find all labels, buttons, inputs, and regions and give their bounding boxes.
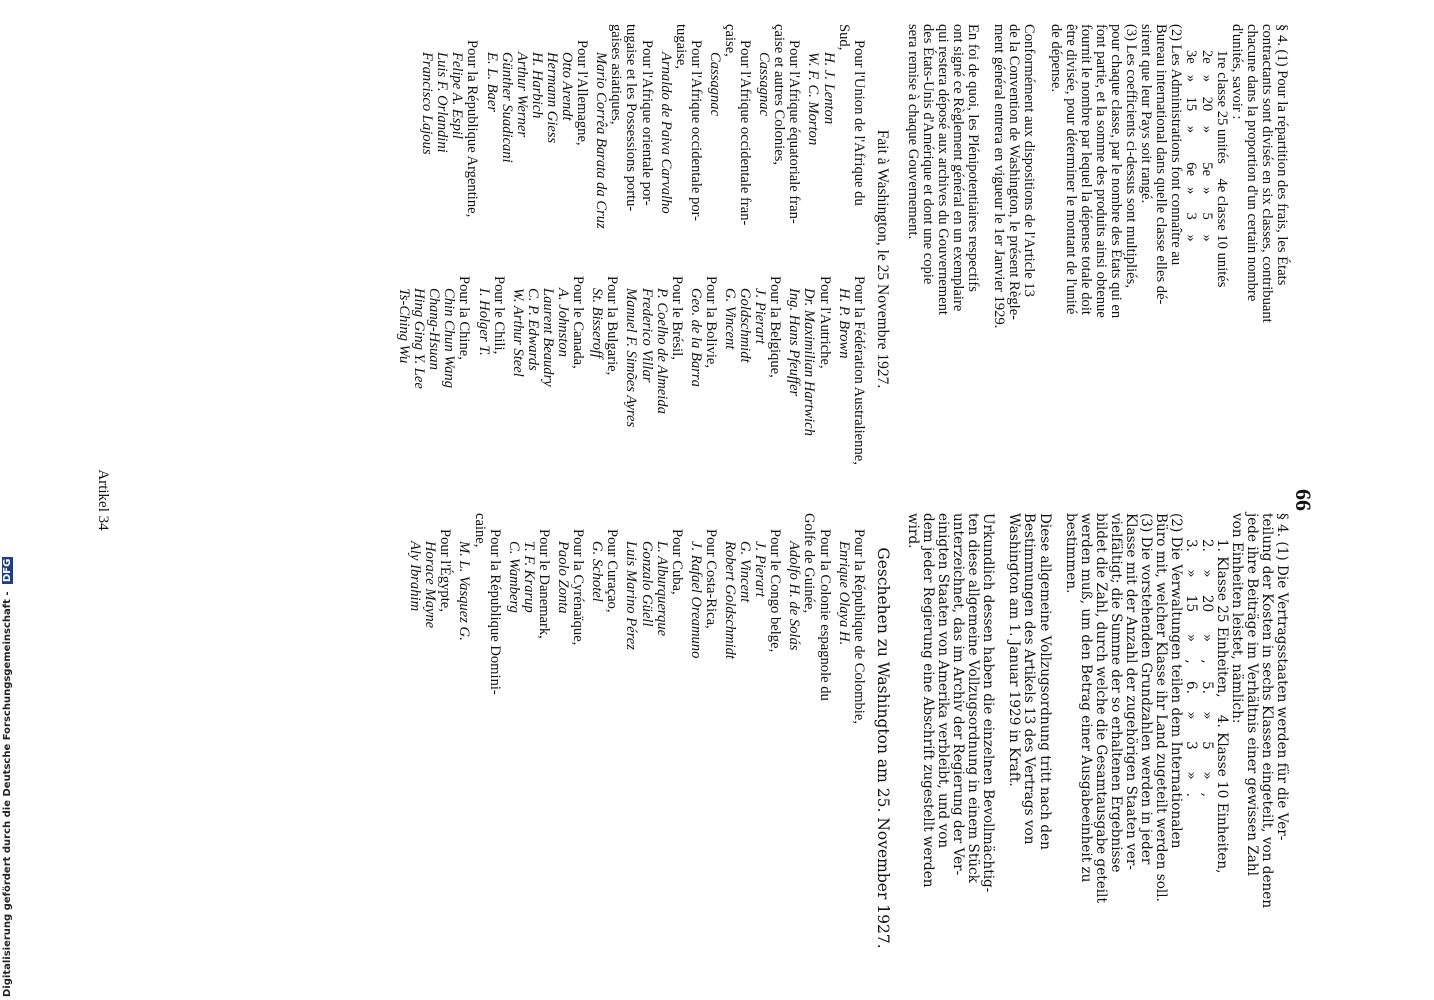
signatory-name: W. Arthur Steel bbox=[509, 288, 526, 377]
text-line: Klasse mit der Anzahl der zugehörigen Staaten ver- bbox=[1123, 513, 1140, 870]
signatory-country: Pour la Cyrénaïque, bbox=[570, 529, 587, 646]
french-entry-into-force bbox=[991, 24, 1036, 494]
signatory-block bbox=[836, 513, 866, 751]
signatory-name: C. Wamberg bbox=[505, 541, 522, 613]
text-line: teilung der Kosten in sechs Klassen eingeteilt, von denen bbox=[1258, 513, 1275, 909]
text-line: Washington am 1. Januar 1929 in Kraft. bbox=[1006, 513, 1023, 787]
signatory-block bbox=[593, 24, 653, 262]
signatory-name: G. Vincent bbox=[737, 541, 754, 603]
text-line: En foi de quoi, les Plénipotentiaires respectifs bbox=[965, 24, 982, 292]
signatory-country: Pour la Chine, bbox=[456, 276, 473, 360]
signatory-country: Pour la République Domini- bbox=[486, 529, 503, 695]
signatory-block bbox=[688, 260, 718, 498]
dfg-logo: DFG bbox=[2, 558, 13, 582]
signatory-country: caine, bbox=[471, 513, 488, 548]
text-line: vielfältigt; die Summe der so erhaltenen Ergebnisse bbox=[1107, 513, 1124, 873]
text-line: (2) Die Verwaltungen teilen dem Internationalen bbox=[1168, 513, 1185, 849]
signatory-country: gaises asiatiques, bbox=[608, 24, 625, 125]
signatory-block bbox=[396, 260, 471, 498]
signatory-name: L. Alburquerque bbox=[653, 541, 670, 637]
signatory-country: Pour le Canada, bbox=[570, 276, 587, 369]
signatory-block bbox=[419, 24, 479, 262]
text-line: chacune dans la proportion d'un certain nombre bbox=[1243, 24, 1260, 302]
signatory-name: Otto Arendt bbox=[559, 52, 576, 121]
signatory-block bbox=[722, 513, 782, 751]
signatory-name: J. Pierart bbox=[752, 541, 769, 597]
text-line: Conformément aux dispositions de l'Article 13 bbox=[1021, 24, 1038, 297]
signatory-country: Pour l'Afrique orientale por- bbox=[638, 40, 655, 206]
text-line: Bestimmungen des Artikels 13 des Vertrags von bbox=[1021, 513, 1038, 845]
text-line: (3) Die vorstehenden Grundzahlen werden in jeder bbox=[1138, 513, 1155, 865]
signatory-block bbox=[510, 260, 585, 498]
signatory-name: Dr. Maximilian Hartwich bbox=[801, 288, 818, 436]
signatory-name: Luis Marino Pérez bbox=[623, 541, 640, 650]
signatory-name: Hing Ging Y. Lee bbox=[411, 288, 428, 389]
signatory-name: Chang-Hsuan bbox=[426, 288, 443, 370]
signatory-name: Goldschmidt bbox=[737, 288, 754, 363]
signatory-name: Mario Corrêa Barata da Cruz bbox=[593, 52, 610, 229]
signatory-name: T. F. Krarup bbox=[520, 541, 537, 613]
text-line: ten diese allgemeine Vollzugsordnung in einem Stück bbox=[965, 513, 982, 883]
text-line: werden muß, um den Betrag einer Ausgabeeinheit zu bbox=[1077, 513, 1094, 883]
signatory-name: Ts-Ching Wu bbox=[396, 288, 413, 364]
german-date-line: Geschehen zu Washington am 25. November 1927. bbox=[873, 547, 892, 949]
signatory-block bbox=[707, 24, 752, 262]
german-para-4-1 bbox=[1229, 513, 1289, 983]
signature-column-1 bbox=[415, 24, 866, 262]
signatory-block bbox=[506, 513, 551, 751]
signatory-block bbox=[836, 260, 866, 498]
running-head: Artikel 34 bbox=[95, 469, 111, 531]
text-line: (2) Les Administrations font connaître au bbox=[1168, 24, 1185, 266]
text-line: ont signé ce Règlement général en un exemplaire bbox=[950, 24, 967, 312]
signatory-name: Arnaldo de Paiva Carvalho bbox=[657, 52, 674, 214]
signatory-name: Aly Ibrahim bbox=[407, 541, 424, 612]
signatory-name: J. Rafael Oreamuno bbox=[687, 541, 704, 659]
text-line: pour chaque classe, par le nombre des États qui en bbox=[1107, 24, 1124, 319]
signatory-name: G. Vincent bbox=[722, 288, 738, 350]
french-para-4-3 bbox=[1048, 24, 1139, 494]
signatory-country: Pour la République de Colombie, bbox=[850, 529, 867, 724]
signatures-block-left bbox=[226, 24, 866, 494]
signatory-country: Pour le Chili, bbox=[490, 276, 507, 355]
signatory-country: Sud, bbox=[835, 24, 852, 51]
signatory-country: Pour la Belgique, bbox=[767, 276, 784, 378]
text-line: de la Convention de Washington, le présent Règle- bbox=[1006, 24, 1023, 321]
page-number: 66 bbox=[1291, 489, 1316, 511]
text-line: Bureau international dans quelle classe elles dé- bbox=[1153, 24, 1170, 305]
text-line: sirent que leur Pays soit rangé. bbox=[1138, 24, 1155, 204]
dfg-credit-text bbox=[2, 558, 14, 997]
signatory-name: C. P. Edwards bbox=[524, 288, 541, 371]
signatory-name: H. J. Lenton bbox=[820, 52, 837, 125]
signatory-country: Pour le Brésil, bbox=[668, 276, 685, 360]
signatory-name: Ing. Hans Pfeuffer bbox=[786, 288, 803, 397]
signatory-block bbox=[786, 513, 831, 751]
text-line: des États-Unis d'Amérique et dont une copie bbox=[919, 24, 936, 285]
text-line: Büro mit, welcher Klasse ihr Land zugeteilt werden soll. bbox=[1153, 513, 1170, 902]
signatory-name: W. F. C. Morton bbox=[805, 52, 822, 146]
text-line: de dépense. bbox=[1047, 24, 1064, 93]
signatory-country: Pour l'Union de l'Afrique du bbox=[850, 40, 867, 206]
text-line: font partie, et la somme des produits ainsi obtenue bbox=[1092, 24, 1109, 318]
signatory-name: P. Coelho de Almeida bbox=[653, 288, 670, 414]
signatory-name: E. L. Baer bbox=[483, 52, 500, 112]
signatory-name: G. Schotel bbox=[589, 541, 606, 602]
text-line: einigten Staaten von Amerika verbleibt, und von bbox=[935, 513, 952, 849]
text-line: Urkundlich dessen haben die einzelnen Bevollmächtig- bbox=[980, 513, 997, 893]
signatory-country: Pour la Colonie espagnole du bbox=[816, 529, 833, 701]
text-line: 3e » 15 » 6e » 3 » bbox=[1183, 50, 1200, 242]
text-line: (3) Les coefficients ci-dessus sont multipliés, bbox=[1123, 24, 1140, 288]
signatory-name: A. Johnston bbox=[555, 288, 572, 357]
german-entry-into-force bbox=[1006, 513, 1051, 983]
text-line: § 4. (1) Die Vertragsstaaten werden für die Ver- bbox=[1274, 513, 1290, 841]
signatory-name: Frederico Villar bbox=[638, 288, 655, 383]
signatory-name: Günther Suadicani bbox=[498, 52, 515, 163]
french-para-4-1 bbox=[1229, 24, 1289, 494]
signatory-name: Luis F. Orlandini bbox=[434, 52, 451, 153]
signatory-country: Pour Curaçao, bbox=[604, 529, 621, 613]
signatory-name: Paolo Zonta bbox=[555, 541, 572, 614]
text-line: bildet die Zahl, durch welche die Gesamtausgabe geteilt bbox=[1092, 513, 1109, 903]
signatory-country: çaise, bbox=[722, 24, 738, 57]
text-line: qui restera déposé aux archives du Gouvernement bbox=[935, 24, 952, 315]
text-line: ment général entrera en vigueur le 1er Janvier 1929. bbox=[991, 24, 1008, 329]
text-line: 3. » 15 » , 6. » 3 » . bbox=[1183, 539, 1200, 797]
signatory-name: Chin Chun Wang bbox=[441, 288, 458, 389]
signatory-block bbox=[484, 24, 590, 262]
text-line: § 4. (1) Pour la répartition des frais, les États bbox=[1274, 24, 1290, 286]
signatory-country: Pour l'Égypte, bbox=[437, 529, 454, 612]
signatory-block bbox=[688, 513, 718, 751]
signatory-country: Pour l'Autriche, bbox=[816, 276, 833, 369]
french-para-4-2 bbox=[1138, 24, 1183, 494]
german-para-4-3 bbox=[1063, 513, 1154, 983]
text-line: d'unités, savoir : bbox=[1228, 24, 1245, 120]
signatory-name: M. L. Vasquez G. bbox=[456, 541, 473, 641]
german-column bbox=[226, 513, 1289, 983]
dfg-credit-strip bbox=[2, 558, 14, 997]
text-line: unterzeichnet, das im Archiv der Regierung der Ver- bbox=[950, 513, 967, 876]
signatory-name: Gonzalo Güell bbox=[638, 541, 655, 627]
text-line: sera remise à chaque Gouvernement. bbox=[904, 24, 921, 240]
signatory-block bbox=[805, 24, 865, 262]
signatory-block bbox=[555, 513, 585, 751]
french-date-line: Fait à Washington, le 25 Novembre 1927. bbox=[873, 129, 891, 389]
signatory-name: Francisco Lajous bbox=[419, 52, 436, 155]
german-in-witness bbox=[905, 513, 996, 983]
signatory-country: tugaise et les Possessions portu- bbox=[623, 24, 640, 212]
text-line: fournit le nombre par lequel la dépense totale doit bbox=[1077, 24, 1094, 315]
signatory-block bbox=[623, 260, 683, 498]
text-line: wird. bbox=[904, 513, 921, 549]
signatory-name: Manuel F. Simões Ayres bbox=[623, 288, 640, 428]
signatory-country: Pour l'Afrique équatoriale fran- bbox=[786, 40, 803, 224]
text-line: von Einheiten leistet, nämlich: bbox=[1228, 513, 1245, 724]
signatory-block bbox=[589, 513, 619, 751]
signatory-name: Enrique Olaya H. bbox=[835, 541, 852, 646]
text-line: Diese allgemeine Vollzugsordnung tritt nach den bbox=[1036, 513, 1053, 850]
signatory-name: Arthur Werner bbox=[513, 52, 530, 137]
signatory-name: Felipe A. Espil bbox=[449, 52, 466, 139]
signatory-country: Pour le Danemark, bbox=[535, 529, 552, 639]
text-line: 2e » 20 » 5e » 5 » bbox=[1198, 50, 1215, 242]
signature-column-2 bbox=[392, 260, 866, 498]
signatory-name: Cassagnac bbox=[756, 52, 773, 117]
signatory-block bbox=[407, 513, 452, 751]
signatory-name: Adolfo H. de Solás bbox=[786, 541, 803, 651]
signature-column-3 bbox=[403, 513, 866, 751]
signatory-name: Cassagnac bbox=[706, 52, 723, 117]
signatory-country: Pour la Fédération Australienne, bbox=[850, 276, 867, 465]
signatory-block bbox=[756, 24, 801, 262]
text-line: 1re classe 25 unités 4e classe 10 unités bbox=[1213, 50, 1230, 288]
signatory-country: Pour Cuba, bbox=[668, 529, 685, 595]
signatory-country: çaise et autres Colonies, bbox=[771, 24, 788, 166]
signatory-country: Pour Costa-Rica, bbox=[702, 529, 719, 629]
signatory-block bbox=[623, 513, 683, 751]
text-line: dem jeder Regierung eine Abschrift zugestellt werden bbox=[919, 513, 936, 888]
text-line: être divisée, pour déterminer le montant de l'unité bbox=[1062, 24, 1079, 315]
signatory-name: Robert Goldschmidt bbox=[722, 541, 738, 659]
signatory-block bbox=[786, 260, 831, 498]
signatory-name: I. Holger T. bbox=[475, 288, 492, 356]
signatory-block bbox=[456, 513, 501, 751]
signatory-country: Pour l'Afrique occidentale por- bbox=[687, 40, 704, 222]
signatory-country: Pour le Congo belge, bbox=[767, 529, 784, 653]
text-line: 2. » 20 » , 5. » 5 » , bbox=[1198, 539, 1215, 797]
signatory-block bbox=[658, 24, 703, 262]
signatures-block-right bbox=[226, 513, 866, 983]
french-classes-table bbox=[1183, 24, 1228, 494]
text-line: bestimmen. bbox=[1062, 513, 1079, 594]
signatory-country: Pour l'Afrique occidentale fran- bbox=[737, 40, 754, 226]
signatory-block bbox=[476, 260, 506, 498]
signatory-name: H. P. Brown bbox=[835, 288, 852, 359]
dfg-credit-label: Digitalisierung gefördert durch die Deutsche Forschungsgemeinschaft - bbox=[2, 591, 13, 997]
signatory-block bbox=[722, 260, 782, 498]
french-in-witness bbox=[905, 24, 980, 494]
text-line: contractants sont divisés en six classes, contribuant bbox=[1258, 24, 1275, 323]
text-line: 1. Klasse 25 Einheiten, 4. Klasse 10 Einheiten, bbox=[1213, 539, 1230, 874]
signatory-country: Pour la Bulgarie, bbox=[604, 276, 621, 376]
german-classes-table bbox=[1183, 513, 1228, 983]
signatory-name: H. Harbich bbox=[528, 52, 545, 119]
french-column bbox=[226, 24, 1289, 494]
signatory-name: Geo. de la Barra bbox=[687, 288, 704, 387]
signatory-country: tugaise, bbox=[672, 24, 689, 69]
signatory-name: J. Pierart bbox=[752, 288, 769, 344]
signatory-country: Pour la Bolivie, bbox=[702, 276, 719, 369]
signatory-country: Pour l'Allemagne, bbox=[574, 40, 591, 146]
signatory-country: Golfe de Guinée, bbox=[801, 513, 818, 614]
german-para-4-2 bbox=[1153, 513, 1183, 983]
signatory-name: Hermann Giess bbox=[543, 52, 560, 144]
signatory-name: St. Bisseroff bbox=[589, 288, 606, 358]
text-line: jede ihre Beiträge im Verhältnis einer gewissen Zahl bbox=[1243, 513, 1260, 877]
signatory-country: Pour la République Argentine, bbox=[464, 40, 481, 218]
signatory-name: Laurent Beaudry bbox=[539, 288, 556, 387]
signatory-block bbox=[589, 260, 619, 498]
signatory-name: Horace Mayne bbox=[422, 541, 439, 629]
